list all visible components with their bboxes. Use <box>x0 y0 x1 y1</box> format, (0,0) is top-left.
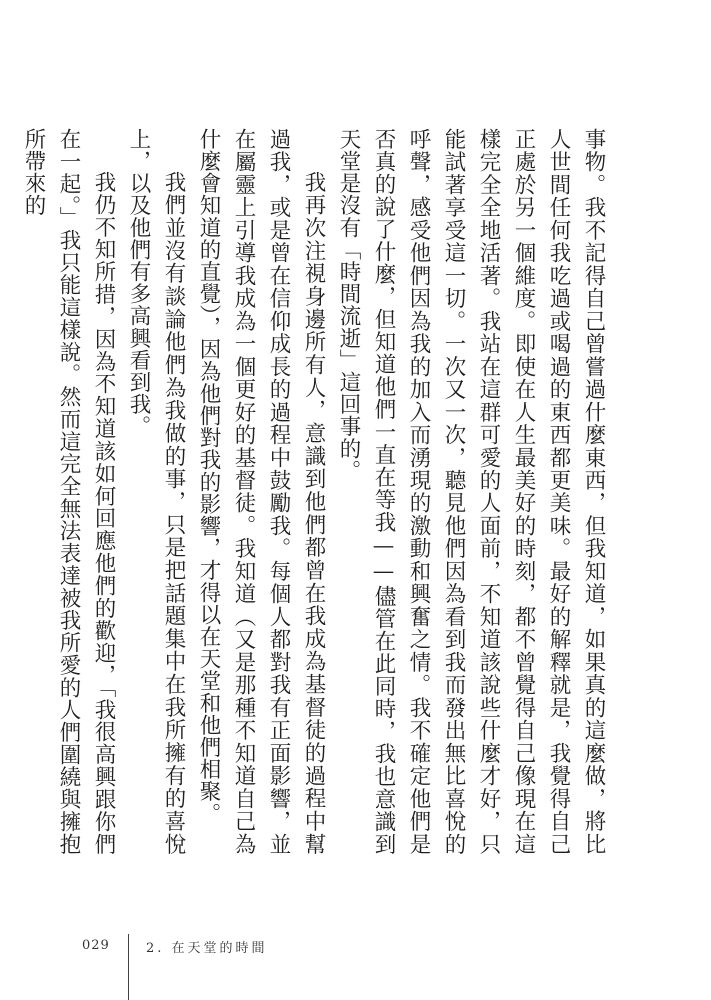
paragraph-4: 我仍不知所措，因為不知道該如何回應他們的歡迎，「我很高興跟你們在一起。」我只能這樣說。然而這完全無法表達被我所愛的人們圍繞與擁抱所帶來的 <box>21 128 116 855</box>
running-chapter-title: 2. 在天堂的時間 <box>146 941 268 956</box>
paragraph-2: 我再次注視身邊所有人，意識到他們都曾在我成為基督徒的過程中幫過我，或是曾在信仰成長的過程中鼓勵我。每個人都對我有正面影響，並在屬靈上引導我成為一個更好的基督徒。我知道（又是那種不知道自己為什麼會知道的直覺），因為他們對我的影響，才得以在天堂和他們相聚。 <box>196 128 326 855</box>
paragraph-3: 我們並沒有談論他們為我做的事，只是把話題集中在我所擁有的喜悅上，以及他們有多高興看到我。 <box>126 128 186 855</box>
page-number: 029 <box>82 938 110 953</box>
paragraph-1: 事物。我不記得自己曾嘗過什麼東西，但我知道，如果真的這麼做，將比人世間任何我吃過或喝過的東西都更美味。最好的解釋就是，我覺得自己正處於另一個維度。即使在人生最美好的時刻，都不曾覺得自己像現在這樣完全全地活著。我站在這群可愛的人面前，不知道該說些什麼才好，只能試著享受這一切。一次又一次，聽見他們因為看到我而發出無比喜悅的呼聲，感受他們因為我的加入而湧現的激動和興奮之情。我不確定他們是否真的說了什麼，但知道他們一直在等我——儘管在此同時，我也意識到天堂是沒有「時間流逝」這回事的。 <box>336 128 606 855</box>
footer-divider <box>128 934 129 1000</box>
body-text <box>16 128 611 855</box>
